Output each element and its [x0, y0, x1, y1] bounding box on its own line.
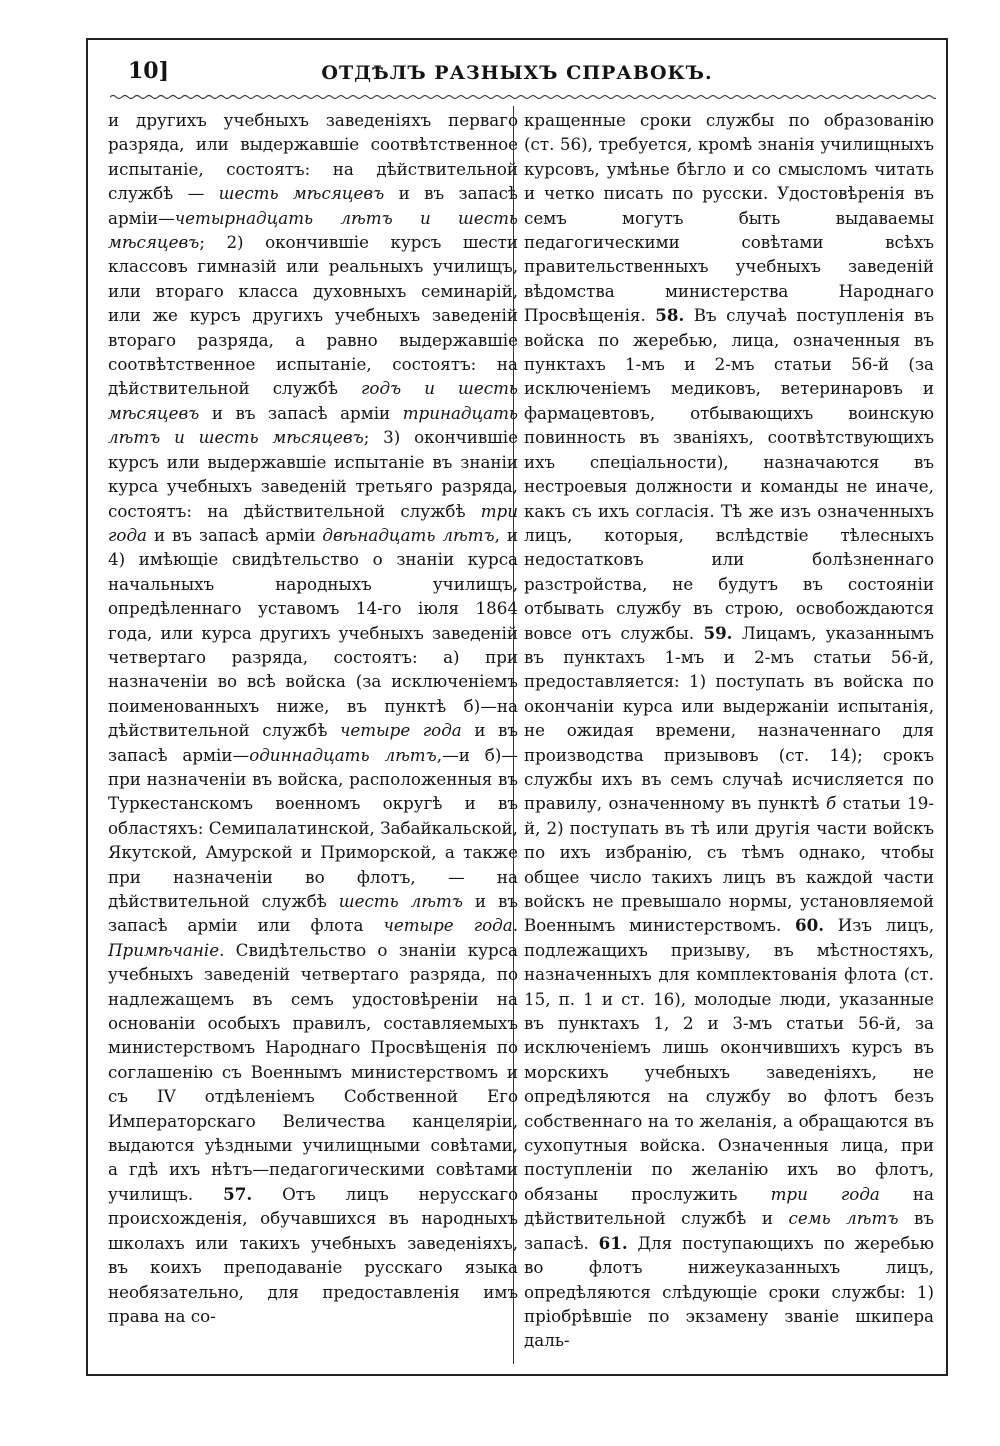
body-text: на дѣйствительной службѣ и — [524, 1183, 934, 1229]
text-column-right — [524, 108, 934, 1353]
italic-text: шесть мѣсяцевъ — [218, 183, 385, 204]
body-text: и въ запасѣ арміи— — [108, 720, 518, 765]
italic-text: шесть лѣтъ — [338, 891, 463, 911]
italic-text: три года — [108, 500, 518, 545]
body-text: и въ запасѣ арміи— — [108, 183, 518, 228]
body-text: кращенные сроки службы по образованію (ст. 56), требуется, кромѣ знанія училищныхъ курсовъ, умѣнье бѣгло и со смысломъ читать и четко писать по русски. Удостовѣренія въ семъ могутъ быть выдаваемы педагогическими совѣтами всѣхъ правительственныхъ учебныхъ заведеній вѣдомства министерства Народнаго Просвѣщенія. — [524, 110, 934, 326]
italic-text: четырнадцать лѣтъ и шесть мѣсяцевъ — [108, 207, 518, 253]
running-head: ОТДѢЛЪ РАЗНЫХЪ СПРАВОКЪ. — [321, 62, 713, 84]
body-text: и другихъ учебныхъ заведеніяхъ перваго разряда, или выдержавшіе соотвѣтственное испытаніе, состоятъ: на дѣйствительной службѣ — — [108, 110, 518, 204]
italic-text: б — [825, 793, 837, 814]
body-text: ; 3) окончившіе курсъ или выдержавшіе испытаніе въ знаніи курса учебныхъ заведеній третьяго разряда, состоятъ: на дѣйствительной службѣ — [108, 427, 519, 521]
body-text: ; 2) окончившіе курсъ шести классовъ гимназій или реальныхъ училищъ, или втораго класса духовныхъ семинарій, или же курсъ другихъ учебныхъ заведеній втораго разряда, а равно выдержавшіе соотвѣтственное испытаніе, состоятъ: на дѣйствительной службѣ — [108, 232, 518, 399]
page-number: 10] — [128, 58, 170, 84]
article-number: 57. — [223, 1183, 253, 1204]
italic-text: одиннадцать лѣтъ — [249, 744, 437, 765]
italic-text: четыре года — [339, 720, 462, 741]
body-text: Лицамъ, указаннымъ въ пунктахъ 1-мъ и 2-мъ статьи 56-й, предоставляется: 1) поступать въ войска по окончаніи курса или выдержаніи испытанія, не ожидая времени, назначеннаго для производства призывовъ (ст. 14); срокъ службы ихъ въ семъ случаѣ исчисляется по правилу, означенному въ пунктѣ — [524, 622, 934, 814]
italic-text: четыре года. Примѣчаніе. — [108, 915, 518, 960]
body-text: статьи 19-й, 2) поступать въ тѣ или другія части войскъ по ихъ избранію, съ тѣмъ однако, чтобы общее число такихъ лицъ въ каждой части войскъ не превышало нормы, установляемой Военнымъ министерствомъ. — [524, 793, 934, 936]
body-text: , и 4) имѣющіе свидѣтельство о знаніи курса начальныхъ народныхъ училищъ, опредѣленнаго уставомъ 14-го іюля 1864 года, или курса другихъ учебныхъ заведеній четвертаго разряда, состоятъ: а) при назначеніи во всѣ войска (за исключеніемъ поименованныхъ ниже, въ пунктѣ б)—на дѣйствительной службѣ — [108, 524, 519, 741]
body-text: въ запасѣ. — [524, 1208, 934, 1253]
body-text: и въ запасѣ арміи или флота — [108, 891, 518, 936]
body-text: ,—и б)—при назначеніи въ войска, расположенныя въ Туркестанскомъ военномъ округѣ и въ областяхъ: Семипалатинской, Забайкальской, Якутской, Амурской и Приморской, а также при назначеніи во флотъ, — на дѣйствительной службѣ — [108, 744, 519, 911]
italic-text: три года — [770, 1183, 880, 1204]
article-number: 60. — [795, 915, 825, 936]
column-paragraph — [108, 108, 518, 1328]
article-number: 58. — [655, 305, 685, 326]
italic-text: тринадцать лѣтъ и шесть мѣсяцевъ — [108, 402, 518, 448]
body-text: и въ запасѣ арміи — [199, 402, 403, 423]
italic-text: двѣнадцать лѣтъ — [322, 524, 495, 545]
book-page — [86, 38, 948, 1376]
italic-text: семь лѣтъ — [788, 1208, 899, 1229]
body-text: Для поступающихъ по жеребью во флотъ нижеуказанныхъ лицъ, опредѣляются слѣдующіе сроки службы: 1) пріобрѣвшіе по экзамену званіе шкипера даль- — [524, 1232, 935, 1351]
column-paragraph — [524, 108, 934, 1353]
body-text: Свидѣтельство о знаніи курса учебныхъ заведеній четвертаго разряда, по надлежащемъ въ семъ удостовѣреніи на основаніи особыхъ правилъ, составляемыхъ министерствомъ Народнаго Просвѣщенія по соглашенію съ Военнымъ министерствомъ и съ IV отдѣленіемъ Собственной Его Императорскаго Величества канцеляріи, выдаются уѣздными училищными совѣтами, а гдѣ ихъ нѣтъ—педагогическими совѣтами училищъ. — [108, 939, 518, 1204]
body-text: Въ случаѣ поступленія въ войска по жеребью, лица, означенныя въ пунктахъ 1-мъ и 2-мъ статьи 56-й (за исключеніемъ медиковъ, ветеринаровъ и фармацевтовъ, отбывающихъ воинскую повинность въ званіяхъ, соотвѣтствующихъ ихъ спеціальности), назначаются въ нестроевыя должности и команды не иначе, какъ съ ихъ согласія. Тѣ же изъ означенныхъ лицъ, которыя, вслѣдствіе тѣлесныхъ недостатковъ или болѣзненнаго разстройства, не будутъ въ состояніи отбывать службу въ строю, освобождаются вовсе отъ службы. — [524, 305, 934, 643]
body-text: Отъ лицъ нерусскаго происхожденія, обучавшихся въ народныхъ школахъ или такихъ учебныхъ заведеніяхъ, въ коихъ преподаваніе русскаго языка необязательно, для предоставленія имъ права на со- — [108, 1183, 519, 1326]
body-text: и въ запасѣ арміи — [147, 524, 323, 545]
article-number: 59. — [703, 622, 733, 643]
body-text: Изъ лицъ, подлежащихъ призыву, въ мѣстностяхъ, назначенныхъ для комплектованія флота (ст. 15, п. 1 и ст. 16), молодые люди, указанные въ пунктахъ 1, 2 и 3-мъ статьи 56-й, за исключеніемъ лишь окончившихъ курсъ въ морскихъ учебныхъ заведеніяхъ, не опредѣляются на службу во флотъ безъ собственнаго на то желанія, а обращаются въ сухопутныя войска. Означенныя лица, при поступленіи по желанію ихъ во флотъ, обязаны прослужить — [524, 915, 934, 1204]
article-number: 61. — [598, 1232, 628, 1253]
wavy-rule — [110, 94, 936, 100]
italic-text: годъ и шесть мѣсяцевъ — [108, 378, 518, 423]
text-column-left — [108, 108, 518, 1328]
